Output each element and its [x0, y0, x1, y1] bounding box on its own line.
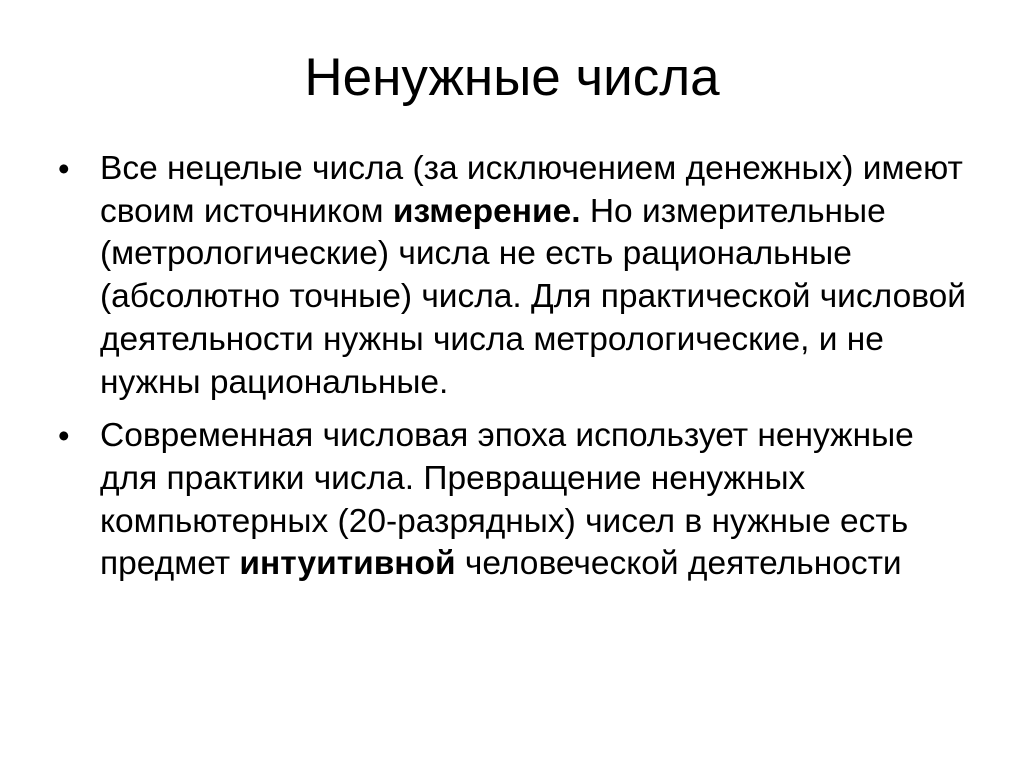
bullet-list	[58, 148, 978, 586]
bold-term-measurement: измерение.	[392, 192, 581, 230]
bullet-text: Современная числовая эпоха использует ненужные для практики числа. Превращение ненужных компьютерных (20-разрядных) чисел в нужные есть предмет	[100, 417, 914, 583]
bold-term-intuitive: интуитивной	[239, 545, 456, 583]
bullet-marker: •	[58, 150, 70, 187]
bullet-text-continued: Но измерительные (метрологические) числа не есть рациональные (абсолютно точные) числа. Для практической числовой деятельности нужны числа метрологические, и не нужны рациональные.	[100, 192, 966, 401]
bullet-item-number-epoch	[58, 415, 978, 586]
bullet-item-measurement	[58, 148, 978, 404]
bullet-text-continued: человеческой деятельности	[455, 545, 902, 583]
bullet-marker: •	[58, 417, 70, 455]
slide-title: Ненужные числа	[304, 48, 720, 107]
bullet-text: Все нецелые числа (за исключением денежных) имеют своим источником	[100, 150, 963, 230]
